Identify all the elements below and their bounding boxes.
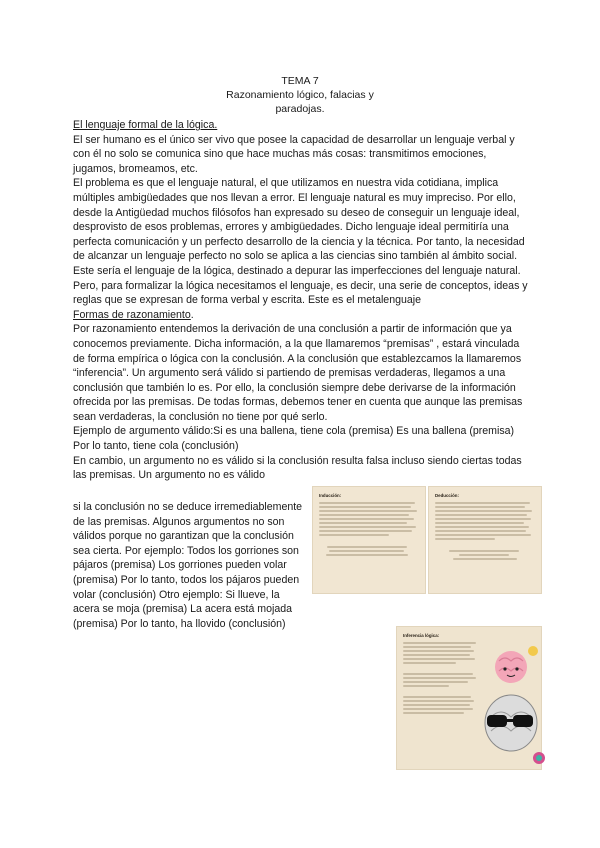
- infographic: [312, 486, 540, 776]
- induction-term: Inducción:: [319, 493, 342, 498]
- brain-icon: [481, 641, 541, 761]
- narrow-text: [73, 500, 307, 631]
- flower-decoration-icon: [531, 751, 547, 765]
- paragraph: En cambio, un argumento no es válido si la conclusión resulta falsa incluso siendo ciertas todas las premisas. Un argumento no es válido: [73, 454, 522, 482]
- induction-card: [312, 486, 426, 594]
- paragraph: si la conclusión no se deduce irremediablemente de las premisas. Algunos argumentos no son válidos porque no garantizan que la conclusión sea cierta. Por ejemplo: Todos los gorriones son pájaros (premisa) Los gorriones pueden volar (premisa) Por lo tanto, todos los pájaros pueden volar (conclusión) Otro ejemplo: Si llueve, la acera se moja (premisa) La acera está mojada (premisa) Por lo tanto, ha llovido (conclusión): [73, 501, 303, 630]
- title-block: [200, 74, 400, 116]
- deduction-term: Deducción:: [435, 493, 459, 498]
- inference-card: [396, 626, 542, 770]
- paragraph: Por razonamiento entendemos la derivación de una conclusión a partir de información que ya conocemos previamente. Dicha información, a la que llamaremos “premisas” , estará vinculada de forma empírica o lógica con la conclusión. A la conclusión que establezcamos la llamaremos “inferencia”. Un argumento será válido si partiendo de premisas verdaderas, llegamos a una conclusión que también lo es. Por ello, la conclusión siempre debe derivarse de la información ofrecida por las premisas. De todas formas, debemos tener en cuenta que aunque las premisas sean verdaderas, la conclusión no tiene por qué serlo.: [73, 323, 523, 423]
- inference-term: Inferencia lógica:: [403, 633, 440, 638]
- deduction-card: [428, 486, 542, 594]
- inference-text: [403, 633, 479, 639]
- topic-title-line-1: Razonamiento lógico, falacias y: [226, 89, 374, 101]
- paragraph: El ser humano es el único ser vivo que posee la capacidad de desarrollar un lenguaje verbal y con él no solo se comunica sino que hace muchas más cosas: transmitimos emociones, jugamos, bromeamos, etc.: [73, 133, 515, 175]
- heading-suffix: .: [190, 308, 194, 321]
- topic-title-line-2: paradojas.: [275, 103, 325, 115]
- paragraph: El problema es que el lenguaje natural, el que utilizamos en nuestra vida cotidiana, implica múltiples ambigüedades que nos llevan a error. El lenguaje natural es muy impreciso. Por ello, desde la Antigüedad muchos filósofos han expresado su deseo de conseguir un lenguaje ideal, desprovisto de esos problemas, errores y ambigüedades. Dicho lenguaje ideal permitiría una perfecta comunicación y un perfecto desarrollo de la ciencia y la técnica. Por tanto, la necesidad de alcanzar un lenguaje perfecto no solo se aplica a las ciencias sino también al ámbito social. Este sería el lenguaje de la lógica, destinado a depurar las imperfecciones del lenguaje natural. Pero, para formalizar la lógica necesitamos el lenguaje, es decir, una serie de conceptos, ideas y reglas que se expresan de forma verbal y escrita. Este es el metalenguaje: [73, 177, 528, 307]
- text-lines: [319, 502, 419, 556]
- section-heading-reasoning: [73, 308, 531, 323]
- heading-text: Formas de razonamiento: [73, 308, 191, 321]
- main-text: [73, 118, 531, 483]
- text-lines: [435, 502, 535, 560]
- text-lines: [403, 642, 479, 714]
- section-heading-formal-language: El lenguaje formal de la lógica.: [73, 119, 218, 131]
- topic-number: TEMA 7: [281, 75, 319, 87]
- induction-text: [319, 493, 419, 499]
- deduction-text: [435, 493, 535, 499]
- paragraph: Ejemplo de argumento válido:Si es una ballena, tiene cola (premisa) Es una ballena (premisa) Por lo tanto, tiene cola (conclusión): [73, 425, 515, 453]
